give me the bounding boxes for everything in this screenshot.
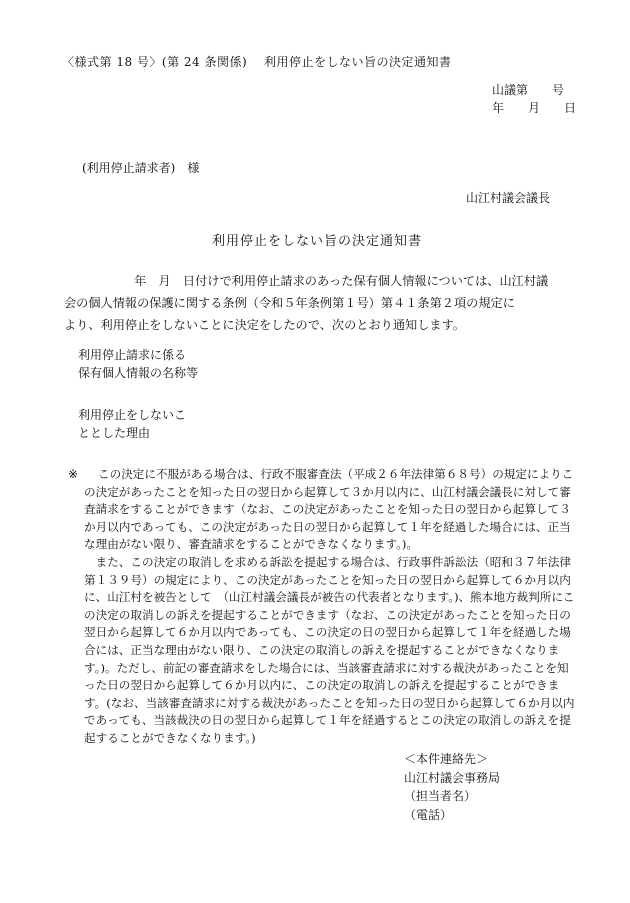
sender: 山江村議会議長 [466,191,551,205]
item-label-line: 保有個人情報の名称等 [78,366,199,380]
contact-phone: （電話） [404,807,453,822]
item-label-target [78,346,198,382]
document-title: 利用停止をしない旨の決定通知書 [212,234,423,249]
body-paragraph [64,270,584,336]
item-label-line: 利用停止をしないこ [78,408,187,422]
contact-heading: ＜本件連絡先＞ [404,752,489,766]
form-label: 〈様式第 18 号〉(第 24 条関係) 利用停止をしない旨の決定通知書 [62,55,452,69]
item-label-line: ととした理由 [78,426,151,440]
issue-date: 年 月 日 [492,101,577,115]
addressee: (利用停止請求者) 様 [82,161,200,175]
contact-office: 山江村議会事務局 [404,770,501,785]
item-label-reason [78,406,186,442]
note-paragraph: この決定に不服がある場合は、行政不服審査法（平成２６年法律第６８号）の規定によりこの決定があったことを知った日の翌日から起算して３か月以内に、山江村議会議長に対して審査請求をすることができます（なお、この決定があったことを知った日の翌日から起算して３か月以内であっても、この決定があった日の翌日から起算して１年を経過した場合には、正当な理由がない限り、審査請求をすることができなくなります。)。 [84,467,574,552]
document-number: 山議第 号 [492,83,565,97]
note-mark: ※ [68,467,79,481]
body-line: より、利用停止をしないことに決定をしたので、次のとおり通知します。 [64,318,465,332]
contact-person: （担当者名） [404,789,477,803]
note-paragraph: また、この決定の取消しを求める訴訟を提起する場合は、行政事件訴訟法（昭和３７年法律第１３９号）の規定により、この決定があったことを知った日の翌日から起算して６か月以内に、山江村を被告として （山江村議会議長が被告の代表者となります。)、熊本地方裁判所にこの決定の取消しの訴えを提起することができます（なお、この決定があったことを知った日の翌日から起算して６か月以内であっても、この決定の日の翌日から起算して１年を経過した場合には、正当な理由がない限り、この決定の取消しの訴えを提起することができなくなります。)。ただし、前記の審査請求をした場合には、当該審査請求に対する裁決があったことを知った日の翌日から起算して６か月以内に、この決定の取消しの訴えを提起することができます。(なお、当該審査請求に対する裁決があったことを知った日の翌日から起算して６か月以内であっても、当該裁決の日の翌日から起算して１年を経過するとこの決定の取消しの訴えを提起することができなくなります。) [84,554,575,745]
contact-block [404,750,500,824]
item-label-line: 利用停止請求に係る [78,348,187,362]
body-line: 会の個人情報の保護に関する条例（令和５年条例第１号）第４１条第２項の規定に [64,296,515,310]
note-block [84,466,580,748]
body-line: 年 月 日付けで利用停止請求のあった保有個人情報については、山江村議 [122,274,549,288]
